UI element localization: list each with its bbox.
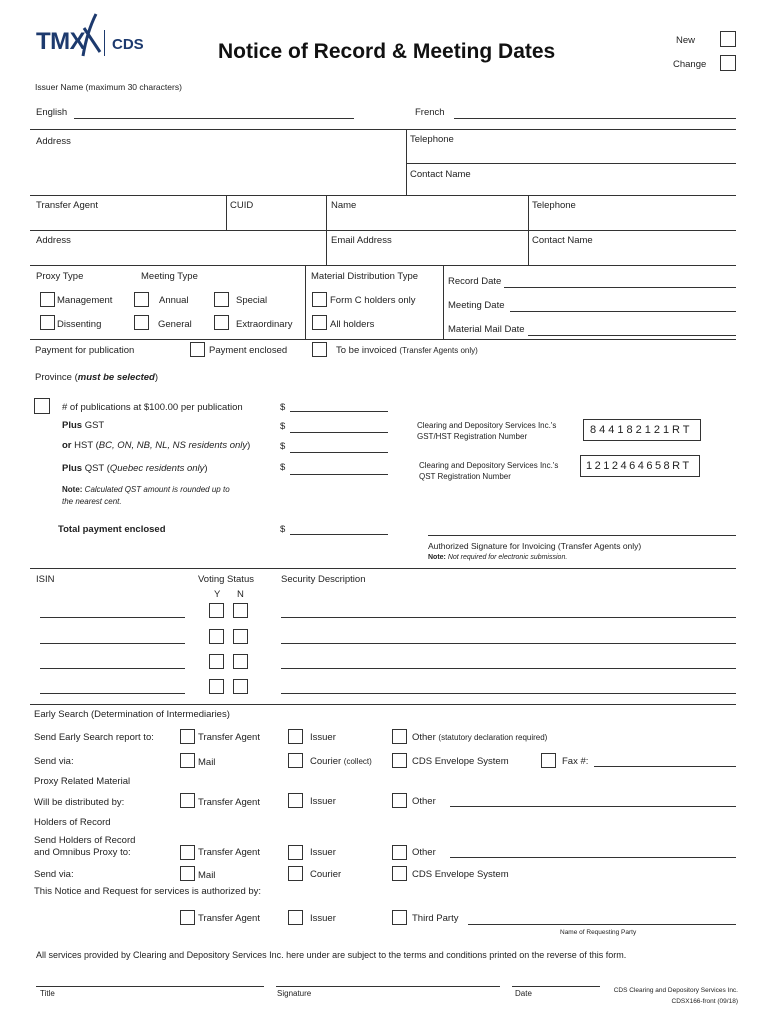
securities-bottom-rule [30,704,736,705]
logo-tmx: TMX [36,28,86,55]
logo-divider [104,30,105,56]
gst-label: Plus GST [62,420,105,431]
transfer-agent-label: Transfer Agent [36,200,98,211]
qst-note: Note: Calculated QST amount is rounded up to [62,485,230,494]
to-be-invoiced-label: To be invoiced (Transfer Agents only) [336,345,478,356]
english-label: English [36,107,68,118]
hr-mail-label: Mail [198,870,216,881]
page-title: Notice of Record & Meeting Dates [218,40,556,63]
meeting-date-label: Meeting Date [448,300,505,311]
proxy-type-label: Proxy Type [36,271,84,282]
isin-input[interactable] [40,617,185,618]
record-date-input[interactable] [504,287,736,288]
es-send-via-label: Send via: [34,756,74,767]
dollar-4: $ [280,462,286,473]
payment-enclosed-label: Payment enclosed [209,345,288,356]
es-fax-label: Fax #: [562,756,589,767]
issuer-top-rule [30,129,736,130]
meeting-divider-2 [443,265,444,339]
total-payment-label: Total payment enclosed [58,524,166,535]
es-transfer-agent-checkbox[interactable] [180,729,195,744]
issuer-bottom-rule [30,195,736,196]
cuid-label: CUID [230,200,254,211]
voting-y-label: Y [214,589,221,600]
auth-transfer-agent-label: Transfer Agent [198,913,260,924]
issuer-telephone-input[interactable] [406,163,736,164]
fax-number-input[interactable] [594,766,736,767]
voting-n-label: N [237,589,244,600]
special-label: Special [236,295,268,306]
logo-swoosh-icon [80,12,102,58]
hr-other-checkbox[interactable] [392,845,407,860]
payment-enclosed-checkbox[interactable] [190,342,205,357]
footer-form-code: CDSX166-front (09/18) [671,998,738,1005]
hr-issuer-label: Issuer [310,847,336,858]
ta-email-label: Email Address [331,235,392,246]
logo-cds: CDS [112,36,144,53]
ta-divider-1 [226,195,227,230]
record-date-label: Record Date [448,276,502,287]
hr-courier-checkbox[interactable] [288,866,303,881]
vote-n-checkbox[interactable] [233,629,248,644]
ta-name-label: Name [331,200,357,211]
all-holders-label: All holders [330,319,375,330]
issuer-name-label: Issuer Name (maximum 30 characters) [35,82,182,92]
annual-label: Annual [159,295,189,306]
dissenting-checkbox[interactable] [40,315,55,330]
es-courier-checkbox[interactable] [288,753,303,768]
qst-amount-input[interactable] [290,474,388,475]
footer-company: CDS Clearing and Depository Services Inc. [613,987,738,994]
qst-number: 1212464658RT [586,460,692,472]
date-label: Date [515,989,532,998]
hst-label: or HST (BC, ON, NB, NL, NS residents only) [62,440,251,451]
holders-send-line2: and Omnibus Proxy to: [34,847,131,858]
change-checkbox[interactable] [720,55,736,71]
total-amount-input[interactable] [290,534,388,535]
es-cds-envelope-label: CDS Envelope System [412,756,509,767]
isin-input[interactable] [40,643,185,644]
pm-other-label: Other [412,796,436,807]
management-label: Management [57,295,113,306]
auth-signature-note: Note: Not required for electronic submission. [428,554,568,561]
auth-signature-label: Authorized Signature for Invoicing (Transfer Agents only) [428,541,642,551]
terms-text: All services provided by Clearing and Depository Services Inc. here under are subject to the terms and conditions printed on the reverse of this form. [36,950,627,960]
publications-amount-input[interactable] [290,411,388,412]
publications-checkbox[interactable] [34,398,50,414]
es-cds-envelope-checkbox[interactable] [392,753,407,768]
issuer-address-input[interactable] [32,150,402,194]
english-input[interactable] [74,118,354,119]
auth-third-party-label: Third Party [412,913,459,924]
ta-address-label: Address [36,235,71,246]
signature-label: Signature [277,989,312,998]
isin-input[interactable] [40,668,185,669]
issuer-contact-label: Contact Name [410,169,471,180]
issuer-address-label: Address [36,136,71,147]
vote-n-checkbox[interactable] [233,654,248,669]
new-label: New [676,35,696,46]
general-label: General [158,319,192,330]
issuer-telephone-label: Telephone [410,134,454,145]
auth-issuer-checkbox[interactable] [288,910,303,925]
french-input[interactable] [454,118,736,119]
meeting-bottom-rule [30,339,736,340]
es-courier-label: Courier (collect) [310,756,372,767]
pm-other-input[interactable] [450,806,736,807]
hr-mail-checkbox[interactable] [180,866,195,881]
gst-number: 844182121RT [590,424,693,436]
hr-transfer-agent-label: Transfer Agent [198,847,260,858]
auth-transfer-agent-checkbox[interactable] [180,910,195,925]
hst-amount-input[interactable] [290,452,388,453]
gst-reg-line1: Clearing and Depository Services Inc.'s [417,421,557,430]
new-checkbox[interactable] [720,31,736,47]
requesting-party-label: Name of Requesting Party [560,929,637,936]
hr-issuer-checkbox[interactable] [288,845,303,860]
es-fax-checkbox[interactable] [541,753,556,768]
meeting-divider-1 [305,265,306,339]
proxy-material-heading: Proxy Related Material [34,776,131,787]
meeting-date-input[interactable] [510,311,736,312]
management-checkbox[interactable] [40,292,55,307]
hr-send-via-label: Send via: [34,869,74,880]
es-other-checkbox[interactable] [392,729,407,744]
distributed-by-label: Will be distributed by: [34,797,125,808]
payment-bottom-rule [30,568,736,569]
auth-issuer-label: Issuer [310,913,336,924]
pm-transfer-agent-label: Transfer Agent [198,797,260,808]
es-other-label: Other (statutory declaration required) [412,732,548,743]
isin-input[interactable] [40,693,185,694]
ta-contact-label: Contact Name [532,235,593,246]
qst-reg-line2: QST Registration Number [419,472,511,481]
vote-n-checkbox[interactable] [233,603,248,618]
change-label: Change [673,59,707,70]
vote-y-checkbox[interactable] [209,629,224,644]
hr-courier-label: Courier [310,869,342,880]
vote-y-checkbox[interactable] [209,603,224,618]
hr-other-input[interactable] [450,857,736,858]
es-issuer-label: Issuer [310,732,336,743]
material-mail-date-input[interactable] [528,335,736,336]
province-label: Province (must be selected) [35,372,159,383]
security-desc-input[interactable] [281,617,736,618]
qst-label: Plus QST (Quebec residents only) [62,463,208,474]
es-mail-label: Mail [198,757,216,768]
form-c-holders-checkbox[interactable] [312,292,327,307]
vote-y-checkbox[interactable] [209,654,224,669]
es-issuer-checkbox[interactable] [288,729,303,744]
dollar-5: $ [280,524,286,535]
general-checkbox[interactable] [134,315,149,330]
gst-number-box [583,419,701,441]
extraordinary-checkbox[interactable] [214,315,229,330]
holders-send-line1: Send Holders of Record [34,835,136,846]
ta-telephone-label: Telephone [532,200,576,211]
dissenting-label: Dissenting [57,319,102,330]
gst-amount-input[interactable] [290,432,388,433]
pm-issuer-checkbox[interactable] [288,793,303,808]
holders-heading: Holders of Record [34,817,111,828]
french-label: French [415,107,445,118]
vote-n-checkbox[interactable] [233,679,248,694]
early-search-heading: Early Search (Determination of Intermediaries) [34,709,230,720]
ta-mid-rule [30,230,736,231]
auth-third-party-checkbox[interactable] [392,910,407,925]
hr-cds-envelope-label: CDS Envelope System [412,869,509,880]
issuer-divider [406,129,407,195]
num-publications-label: # of publications at $100.00 per publication [62,402,243,413]
material-mail-date-label: Material Mail Date [448,324,525,335]
security-desc-label: Security Description [281,574,366,585]
meeting-type-label: Meeting Type [141,271,198,282]
title-input[interactable] [36,986,264,987]
pm-transfer-agent-checkbox[interactable] [180,793,195,808]
dollar-1: $ [280,402,286,413]
auth-signature-input[interactable] [428,535,736,536]
security-desc-input[interactable] [281,668,736,669]
gst-reg-line2: GST/HST Registration Number [417,432,528,441]
hr-transfer-agent-checkbox[interactable] [180,845,195,860]
isin-label: ISIN [36,574,55,585]
security-desc-input[interactable] [281,693,736,694]
extraordinary-label: Extraordinary [236,319,293,330]
special-checkbox[interactable] [214,292,229,307]
signature-input[interactable] [276,986,500,987]
pm-issuer-label: Issuer [310,796,336,807]
material-dist-label: Material Distribution Type [311,271,419,282]
ta-bottom-rule [30,265,736,266]
voting-status-label: Voting Status [198,574,254,585]
annual-checkbox[interactable] [134,292,149,307]
hr-cds-envelope-checkbox[interactable] [392,866,407,881]
title-label: Title [40,989,55,998]
to-be-invoiced-checkbox[interactable] [312,342,327,357]
vote-y-checkbox[interactable] [209,679,224,694]
all-holders-checkbox[interactable] [312,315,327,330]
qst-number-box [580,455,700,477]
payment-publication-label: Payment for publication [35,345,135,356]
dollar-2: $ [280,421,286,432]
es-mail-checkbox[interactable] [180,753,195,768]
form-c-holders-label: Form C holders only [330,295,416,306]
requesting-party-input[interactable] [468,924,736,925]
date-input[interactable] [512,986,600,987]
hr-other-label: Other [412,847,436,858]
qst-reg-line1: Clearing and Depository Services Inc.'s [419,461,559,470]
pm-other-checkbox[interactable] [392,793,407,808]
send-report-label: Send Early Search report to: [34,732,154,743]
es-transfer-agent-label: Transfer Agent [198,732,260,743]
authorization-heading: This Notice and Request for services is authorized by: [34,886,262,897]
dollar-3: $ [280,441,286,452]
qst-note-line2: the nearest cent. [62,497,122,506]
security-desc-input[interactable] [281,643,736,644]
